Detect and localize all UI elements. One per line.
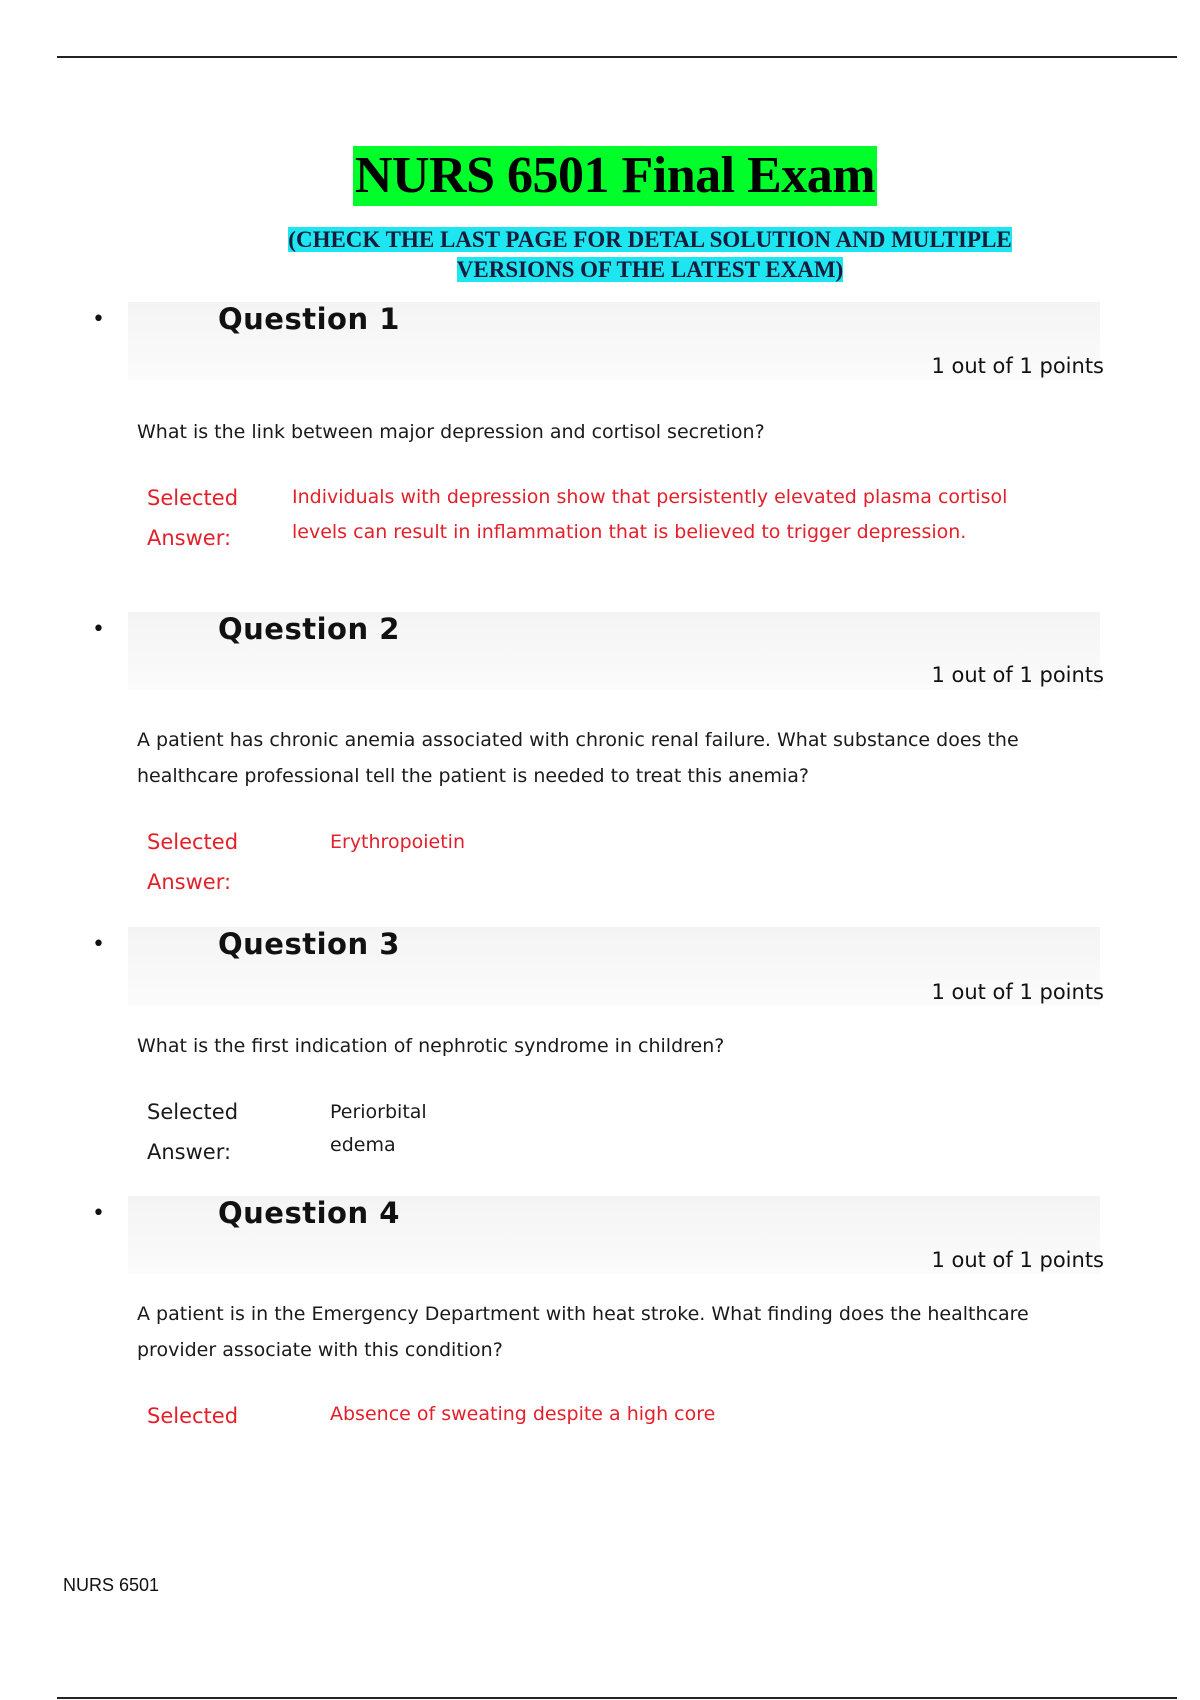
question-2-text: A patient has chronic anemia associated with chronic renal failure. What substance does the healthcare professional tell the patient is needed to treat this anemia?	[137, 729, 1019, 787]
bullet-icon: •	[92, 1201, 105, 1226]
question-3-points: 1 out of 1 points	[931, 980, 1104, 1004]
question-4-selected-label	[147, 1396, 257, 1436]
question-4-text: A patient is in the Emergency Department with heat stroke. What finding does the healthcare provider associate with this condition?	[137, 1303, 1029, 1361]
question-1-selected-answer: Individuals with depression show that persistently elevated plasma cortisol levels can result in inflammation that is believed to trigger depression.	[292, 486, 1008, 543]
question-3-selected-answer: Periorbital edema	[330, 1101, 427, 1156]
question-3-text: What is the first indication of nephrotic syndrome in children?	[137, 1035, 725, 1057]
bullet-icon: •	[92, 307, 105, 332]
question-1-title: Question 1	[218, 302, 400, 336]
selected-label-line-2: Answer:	[147, 526, 232, 550]
selected-label-line-1: Selected	[147, 1100, 239, 1124]
selected-label-line-2: Answer:	[147, 870, 232, 894]
bullet-icon: •	[92, 617, 105, 642]
question-2-selected-answer: Erythropoietin	[330, 831, 465, 853]
title-wrap	[0, 146, 1200, 206]
selected-label-line-1: Selected	[147, 830, 239, 854]
question-1-text: What is the link between major depression and cortisol secretion?	[137, 421, 765, 443]
question-1-selected-label	[147, 478, 257, 558]
bottom-rule	[57, 1697, 1177, 1699]
question-3-selected-label	[147, 1092, 257, 1172]
top-rule	[57, 56, 1177, 58]
selected-label-line-2: Answer:	[147, 1140, 232, 1164]
subtitle-line-2: VERSIONS OF THE LATEST EXAM)	[456, 257, 844, 282]
question-2-title: Question 2	[218, 612, 400, 646]
question-3-title: Question 3	[218, 927, 400, 961]
bullet-icon: •	[92, 932, 105, 957]
question-2-points: 1 out of 1 points	[931, 663, 1104, 687]
question-1-points: 1 out of 1 points	[931, 354, 1104, 378]
page-subtitle	[250, 225, 1050, 285]
question-4-title: Question 4	[218, 1196, 400, 1230]
selected-label-line-1: Selected	[147, 486, 239, 510]
question-4-points: 1 out of 1 points	[931, 1248, 1104, 1272]
footer-label: NURS 6501	[63, 1575, 160, 1595]
question-2-selected-label	[147, 822, 257, 902]
page-title: NURS 6501 Final Exam	[354, 147, 876, 204]
selected-label-line-1: Selected	[147, 1404, 239, 1428]
subtitle-line-1: (CHECK THE LAST PAGE FOR DETAL SOLUTION AND MULTIPLE	[288, 227, 1012, 252]
question-4-selected-answer: Absence of sweating despite a high core	[330, 1403, 716, 1425]
